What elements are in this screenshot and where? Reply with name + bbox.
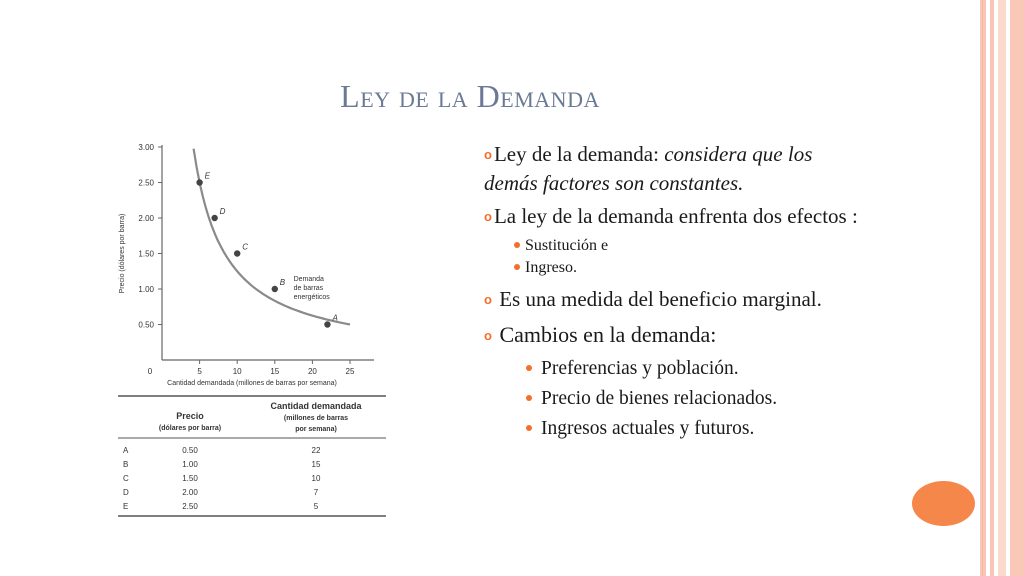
y-tick-label: 1.00 (138, 285, 154, 294)
sub-bullet-sustitucion (514, 235, 864, 257)
table-cell-qty: 15 (311, 460, 321, 469)
table-header-qty: por semana) (295, 426, 337, 433)
table-cell-price: 2.50 (182, 502, 198, 511)
table-cell-price: 0.50 (182, 446, 198, 455)
sub-bullet-ingresos (526, 414, 864, 444)
point-label: B (279, 278, 286, 287)
data-point (272, 286, 278, 292)
table-cell-qty: 5 (313, 502, 319, 511)
bullet-content (484, 140, 864, 444)
bullet-marker-icon: o (484, 209, 492, 224)
sub-bullet-precio-relacionados (526, 384, 864, 414)
decorative-oval (912, 481, 975, 526)
bullet-two-effects (484, 202, 864, 231)
curve-label-line: Demanda (293, 276, 324, 283)
table-cell-qty: 22 (311, 446, 321, 455)
demand-figure (110, 135, 400, 525)
dot-icon (514, 264, 520, 270)
bullet-marker-icon: o (484, 147, 492, 162)
x-axis-label: Cantidad demandada (millones de barras por semana) (167, 380, 337, 387)
bullet-text: Es una medida del beneficio marginal. (493, 287, 822, 311)
decorative-stripes (980, 0, 1024, 576)
bullet-text: Ley de la demanda: (493, 142, 665, 166)
y-tick-label: 2.50 (138, 178, 154, 188)
sub-bullet-text: Preferencias y población. (541, 358, 739, 379)
table-cell-price: 2.00 (182, 488, 198, 497)
dot-icon (526, 425, 532, 431)
sub-bullet-ingreso (514, 257, 864, 279)
table-header-price: (dólares por barra) (158, 425, 222, 432)
x-tick-label: 15 (270, 367, 280, 376)
bullet-demand-law (484, 140, 864, 198)
y-tick-label: 3.00 (138, 143, 154, 152)
table-cell-qty: 10 (311, 474, 321, 483)
bullet-italic-text: considera que los demás factores son constantes. (484, 142, 813, 195)
table-cell-price: 1.00 (182, 460, 198, 469)
data-point (211, 215, 217, 221)
curve-label-line: energéticos (293, 294, 330, 301)
sub-bullet-preferencias (526, 354, 864, 384)
x-tick-label: 20 (307, 367, 317, 376)
bullet-marker-icon: o (484, 328, 492, 343)
data-point (234, 250, 240, 256)
point-label: C (242, 242, 248, 252)
dot-icon (514, 242, 520, 248)
data-point (196, 179, 202, 185)
x-tick-label: 25 (345, 367, 355, 376)
dot-icon (526, 395, 532, 401)
bullet-demand-changes (484, 320, 864, 350)
table-header-qty: (millones de barras (283, 415, 349, 422)
x-tick-label: 10 (232, 367, 242, 376)
table-header-qty: Cantidad demandada (270, 401, 362, 411)
table-cell-point: E (123, 502, 129, 511)
x-tick-label: 5 (197, 367, 202, 376)
point-label: A (332, 313, 338, 323)
y-tick-label: 2.00 (138, 214, 154, 223)
sub-bullet-text: Ingreso. (525, 259, 577, 276)
data-point (324, 321, 330, 327)
sub-bullet-text: Sustitución e (525, 237, 609, 254)
bullet-marginal-benefit (484, 285, 864, 314)
y-tick-label: 0.50 (138, 320, 154, 330)
table-cell-point: D (123, 488, 129, 497)
table-cell-point: B (123, 460, 129, 469)
y-tick-label: 1.50 (138, 249, 154, 259)
point-label: E (204, 171, 210, 181)
bullet-marker-icon: o (484, 292, 492, 307)
table-cell-price: 1.50 (182, 474, 198, 483)
bullet-text: Cambios en la demanda: (493, 322, 717, 347)
y-axis-label: Precio (dólares por barra) (119, 213, 126, 294)
sub-bullet-text: Ingresos actuales y futuros. (541, 418, 755, 439)
table-cell-point: C (123, 474, 129, 483)
bullet-text: La ley de la demanda enfrenta dos efectos : (493, 204, 858, 228)
x-tick-label: 0 (147, 367, 153, 376)
table-cell-qty: 7 (313, 488, 319, 497)
curve-label-line: de barras (293, 285, 324, 292)
point-label: D (219, 207, 226, 216)
sub-bullet-text: Precio de bienes relacionados. (541, 388, 778, 409)
slide-title: Ley de la Demanda (340, 78, 600, 114)
table-header-price: Precio (176, 411, 204, 421)
dot-icon (526, 365, 532, 371)
demand-chart (110, 135, 400, 525)
table-cell-point: A (123, 446, 129, 455)
